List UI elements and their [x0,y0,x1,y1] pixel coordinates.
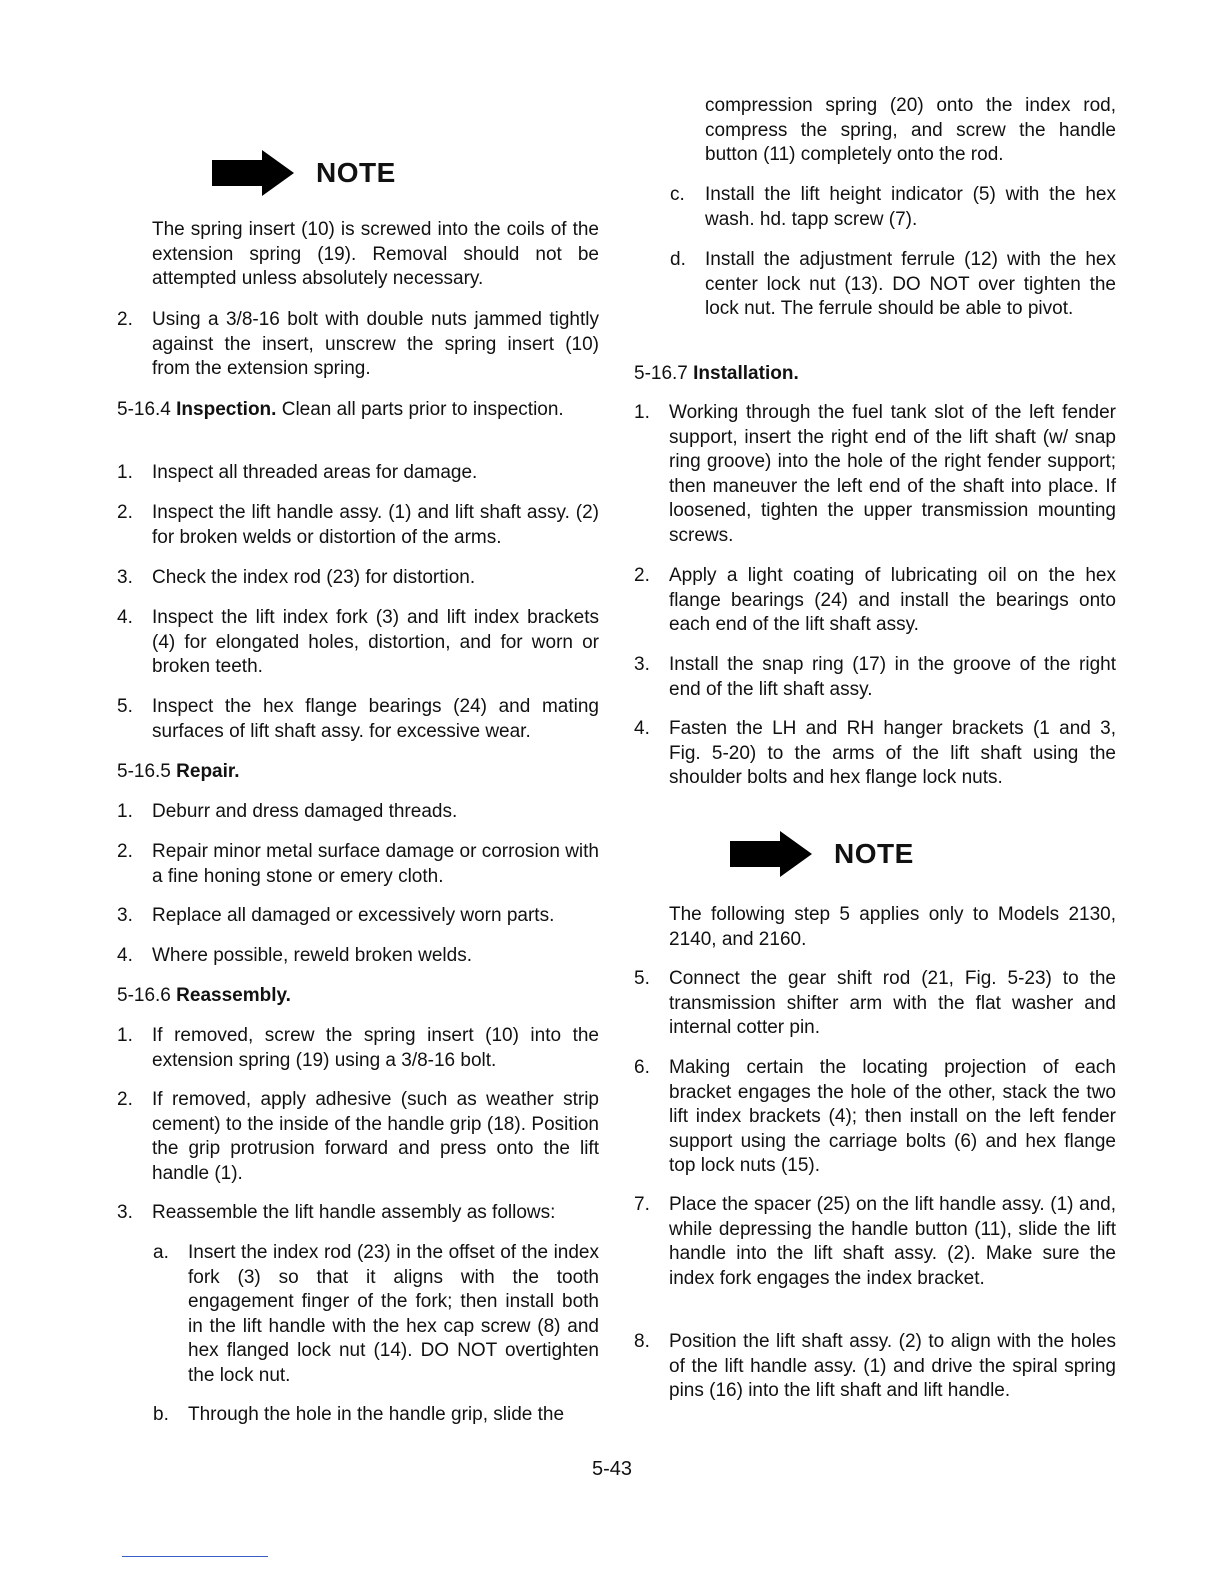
list-item: 3. Reassemble the lift handle assembly as follows: [117,1202,556,1223]
note-label: NOTE [316,157,396,188]
list-item: 4. Fasten the LH and RH hanger brackets (1 and 3, Fig. 5-20) to the arms of the lift shaft using the shoulder bolts and hex flange lock nuts. [634,718,1116,789]
note-text: The following step 5 applies only to Models 2130, 2140, and 2160. [669,904,1116,950]
list-item: 4. Inspect the lift index fork (3) and lift index brackets (4) for elongated holes, distortion, and for worn or broken teeth. [117,607,599,678]
step-item: 2. Using a 3/8-16 bolt with double nuts jammed tightly against the insert, unscrew the spring insert (10) from the extension spring. [117,309,599,380]
sub-item: b. Through the hole in the handle grip, slide the [153,1404,565,1425]
section-heading-repair: 5-16.5 Repair. [117,761,240,782]
arrow-right-icon [730,831,812,877]
note-text: The spring insert (10) is screwed into the coils of the extension spring (19). Removal should not be attempted unless absolutely necessary. [152,219,599,290]
list-item: 1. If removed, screw the spring insert (10) into the extension spring (19) using a 3/8-16 bolt. [117,1025,599,1071]
section-heading-installation: 5-16.7 Installation. [634,363,799,384]
list-item: 1. Working through the fuel tank slot of the left fender support, insert the right end of the lift shaft (w/ snap ring groove) into the hole of the right fender support; then maneuver the left end of the shaft into place. If loosened, tighten the upper transmission mounting screws. [634,402,1116,546]
sub-item: c. Install the lift height indicator (5) with the hex wash. hd. tapp screw (7). [670,184,1116,230]
list-item: 5. Inspect the hex flange bearings (24) and mating surfaces of lift shaft assy. for excessive wear. [117,696,599,742]
list-item: 2. Repair minor metal surface damage or corrosion with a fine honing stone or emery cloth. [117,841,599,887]
sub-item-continuation: compression spring (20) onto the index rod, compress the spring, and screw the handle button (11) completely onto the rod. [705,95,1116,166]
list-item: 2. If removed, apply adhesive (such as weather strip cement) to the inside of the handle grip (18). Position the grip protrusion forward and press onto the lift handle (1). [117,1089,599,1184]
arrow-right-icon [212,150,294,196]
list-item: 1. Inspect all threaded areas for damage. [117,462,478,483]
note-label: NOTE [834,838,914,869]
list-item: 3. Replace all damaged or excessively worn parts. [117,905,555,926]
note-header-right [730,831,914,877]
sub-item: a. Insert the index rod (23) in the offset of the index fork (3) so that it aligns with the tooth engagement finger of the fork; then install both in the lift handle with the hex cap screw (8) and hex flanged lock nut (14). DO NOT overtighten the lock nut. [153,1242,599,1386]
list-item: 3. Check the index rod (23) for distortion. [117,567,476,588]
list-item: 2. Apply a light coating of lubricating oil on the hex flange bearings (24) and install the bearings onto each end of the lift shaft assy. [634,565,1116,636]
footer-divider [122,1556,268,1557]
list-item: 6. Making certain the locating projection of each bracket engages the hole of the other, stack the two lift index brackets (4); then install on the left fender support using the carriage bolts (6) and hex flange top lock nuts (15). [634,1057,1116,1177]
list-item: 5. Connect the gear shift rod (21, Fig. 5-23) to the transmission shifter arm with the flat washer and internal cotter pin. [634,968,1116,1039]
list-item: 8. Position the lift shaft assy. (2) to align with the holes of the lift handle assy. (1) and drive the spiral spring pins (16) into the lift shaft and lift handle. [634,1331,1116,1402]
page-number: 5-43 [591,1458,633,1480]
section-heading-reassembly: 5-16.6 Reassembly. [117,985,291,1006]
section-heading-inspection: 5-16.4 Inspection. Clean all parts prior to inspection. [117,399,564,420]
list-item: 3. Install the snap ring (17) in the groove of the right end of the lift shaft assy. [634,654,1116,700]
note-header-left [212,150,396,196]
list-item: 4. Where possible, reweld broken welds. [117,945,472,966]
list-item: 7. Place the spacer (25) on the lift handle assy. (1) and, while depressing the handle button (11), slide the lift handle into the lift shaft assy. (2). Make sure the index fork engages the index bracket. [634,1194,1116,1289]
list-item: 1. Deburr and dress damaged threads. [117,801,458,822]
list-item: 2. Inspect the lift handle assy. (1) and lift shaft assy. (2) for broken welds or distortion of the arms. [117,502,599,548]
sub-item: d. Install the adjustment ferrule (12) with the hex center lock nut (13). DO NOT over tighten the lock nut. The ferrule should be able to pivot. [670,249,1116,320]
